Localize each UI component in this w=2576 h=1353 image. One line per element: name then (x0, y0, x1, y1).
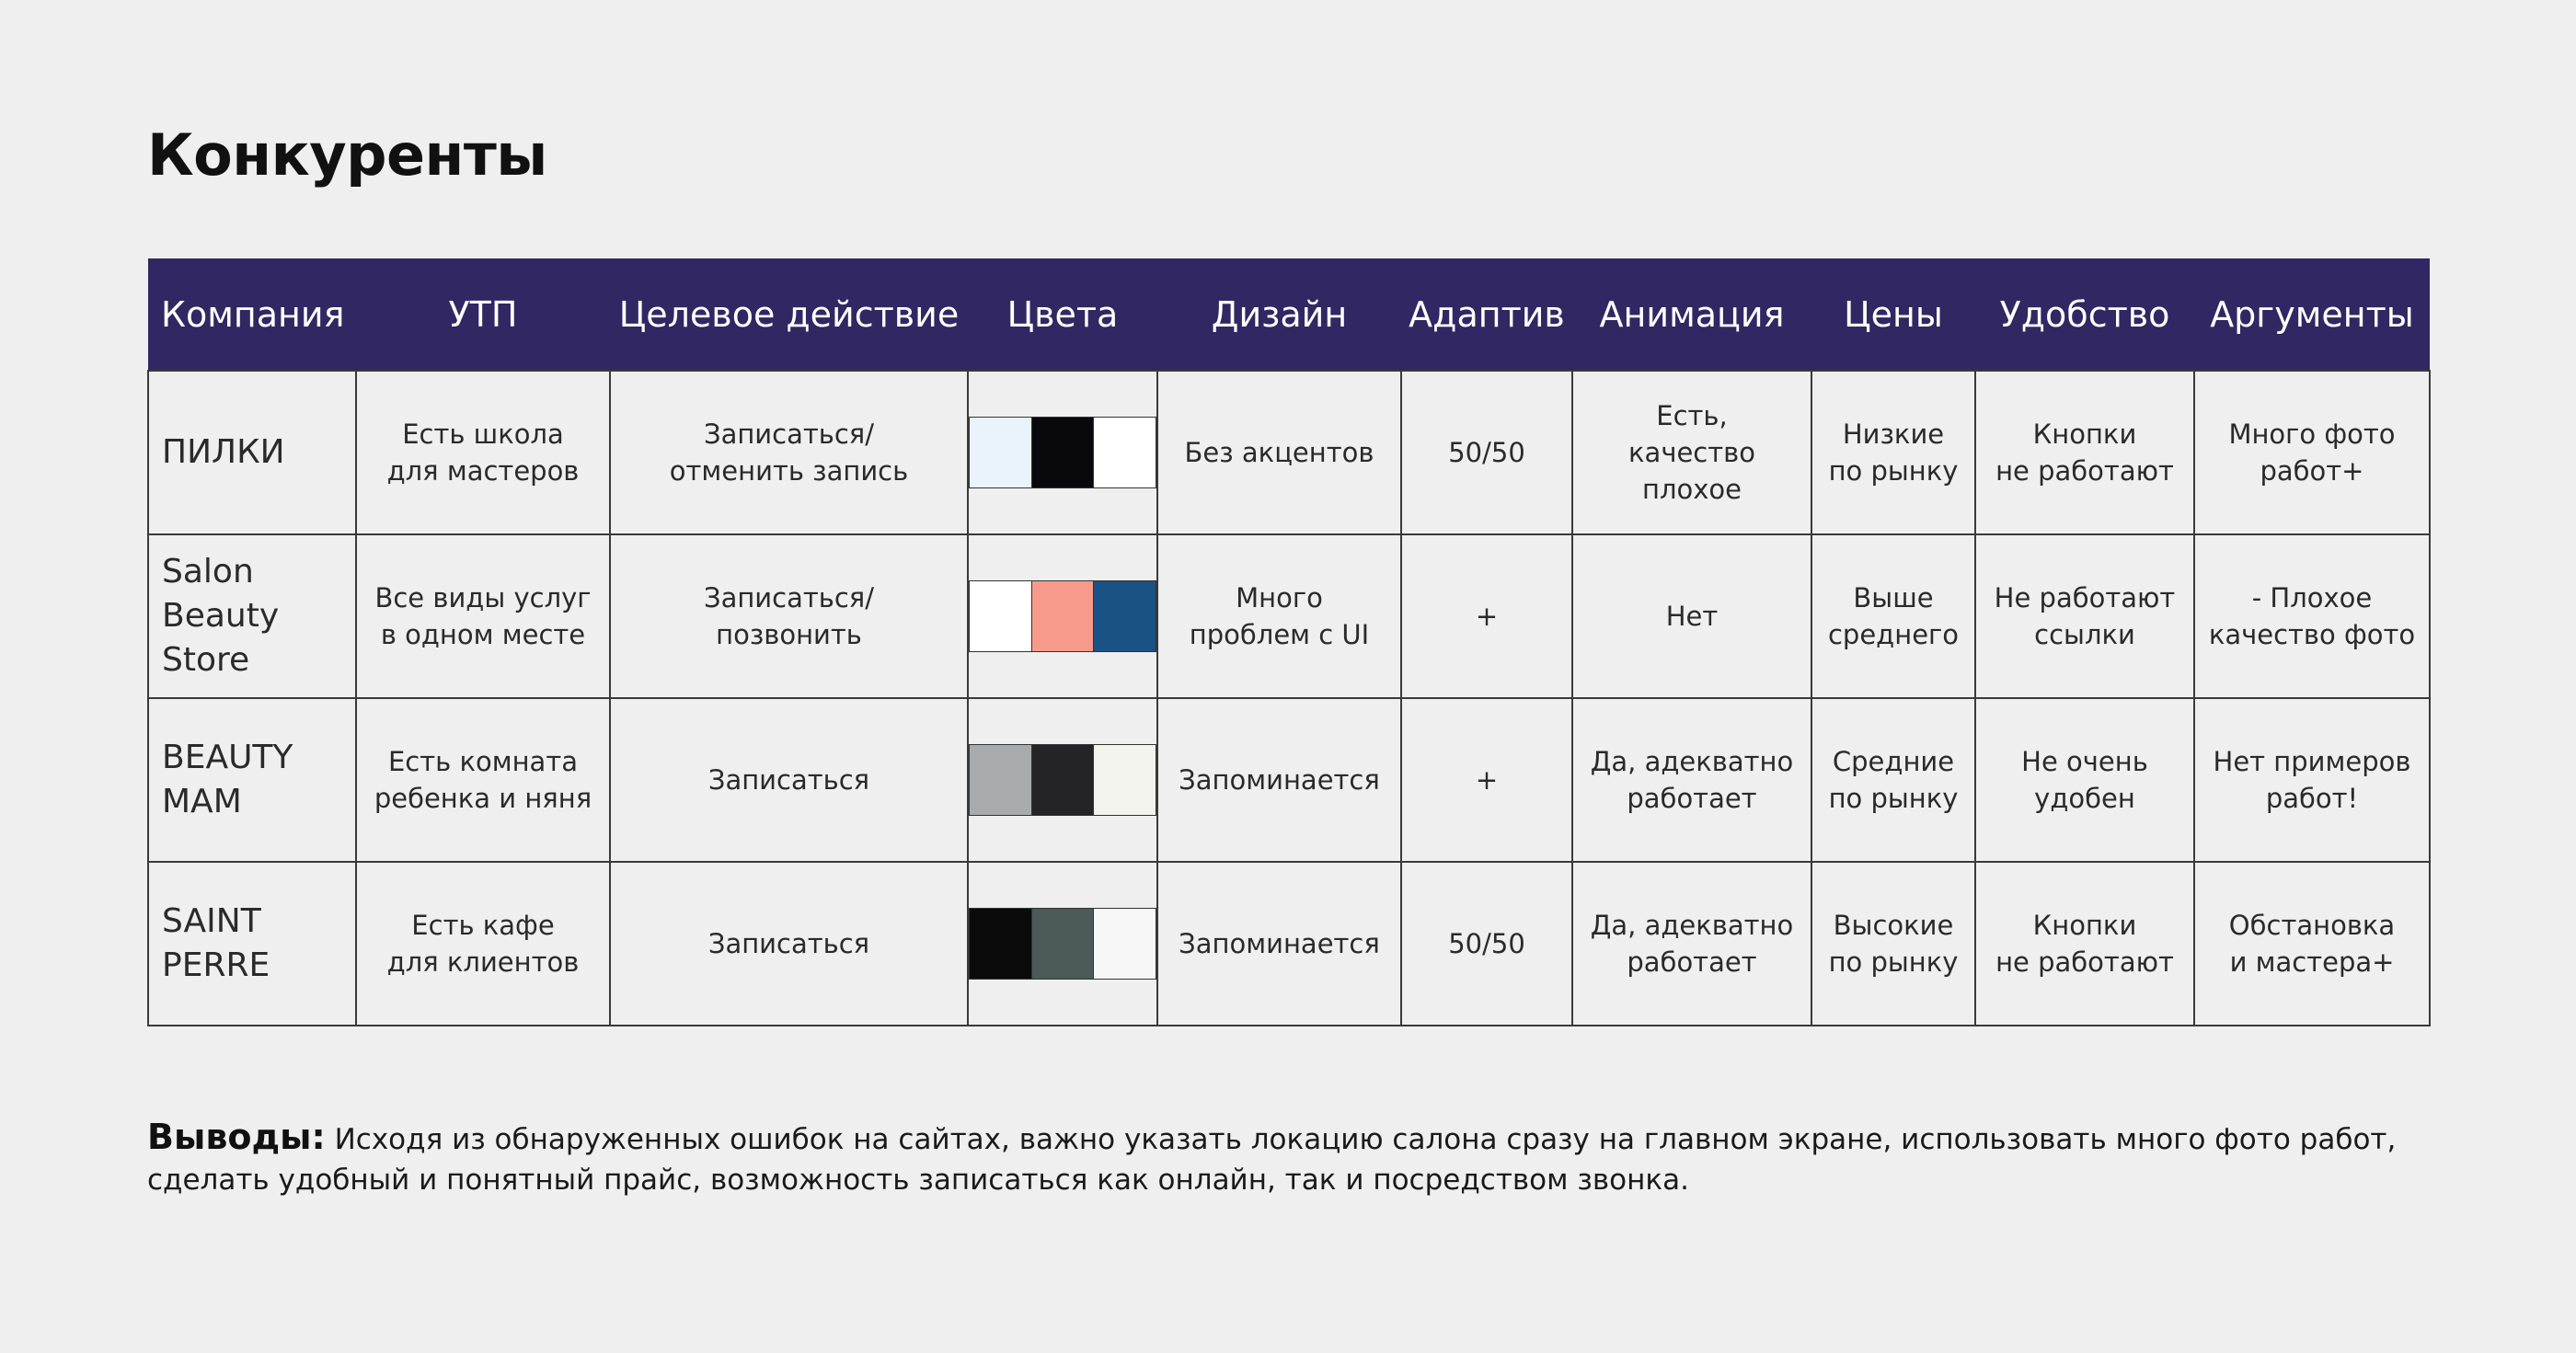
header-company: Компания (148, 258, 356, 371)
header-target-action: Целевое действие (610, 258, 968, 371)
arguments-text: Много фото работ+ (2228, 419, 2396, 487)
color-swatch (1032, 581, 1095, 651)
arguments-text: Обстановка и мастера+ (2228, 910, 2396, 978)
table-row (148, 534, 2430, 698)
company-cell (148, 371, 356, 534)
prices-text: Выше среднего (1827, 582, 1960, 650)
prices-cell (1811, 371, 1975, 534)
company-name: ПИЛКИ (162, 433, 285, 471)
table-row (148, 862, 2430, 1026)
design-cell (1157, 371, 1401, 534)
design-text: Запоминается (1179, 928, 1380, 959)
arguments-text: Нет примеров работ! (2213, 746, 2411, 814)
prices-cell (1811, 534, 1975, 698)
conclusion-label: Выводы: (147, 1117, 326, 1157)
header-animation: Анимация (1572, 258, 1811, 371)
color-palette (969, 908, 1156, 980)
color-swatch (1032, 418, 1095, 487)
action-cell (610, 534, 968, 698)
company-cell (148, 862, 356, 1026)
header-colors: Цвета (968, 258, 1157, 371)
usp-cell (356, 698, 610, 862)
color-swatch (970, 745, 1032, 815)
design-text: Много проблем с UI (1189, 582, 1370, 650)
color-swatch (1094, 418, 1156, 487)
action-cell (610, 698, 968, 862)
action-cell (610, 371, 968, 534)
action-cell (610, 862, 968, 1026)
action-text: Записаться/ отменить запись (669, 419, 909, 487)
page-title: Конкуренты (147, 121, 547, 189)
header-design: Дизайн (1157, 258, 1401, 371)
usp-text: Есть школа для мастеров (386, 419, 580, 487)
arguments-cell (2194, 698, 2430, 862)
header-usp: УТП (356, 258, 610, 371)
design-text: Запоминается (1179, 764, 1380, 796)
usp-cell (356, 534, 610, 698)
prices-text: Средние по рынку (1828, 746, 1959, 814)
arguments-cell (2194, 534, 2430, 698)
usability-cell (1975, 698, 2194, 862)
colors-cell (968, 698, 1157, 862)
animation-cell (1572, 862, 1811, 1026)
competitors-table (147, 258, 2431, 1026)
color-palette (969, 744, 1156, 816)
color-palette (969, 417, 1156, 488)
color-swatch (1094, 909, 1156, 979)
adaptive-text: 50/50 (1448, 928, 1525, 959)
prices-text: Низкие по рынку (1828, 419, 1959, 487)
animation-cell (1572, 698, 1811, 862)
design-cell (1157, 534, 1401, 698)
usability-text: Не очень удобен (2021, 746, 2148, 814)
colors-cell (968, 862, 1157, 1026)
arguments-cell (2194, 371, 2430, 534)
usability-cell (1975, 371, 2194, 534)
adaptive-text: + (1475, 764, 1499, 796)
animation-cell (1572, 371, 1811, 534)
action-text: Записаться/ позвонить (703, 582, 875, 650)
usability-cell (1975, 862, 2194, 1026)
action-text: Записаться (707, 764, 870, 796)
animation-text: Да, адекватно работает (1590, 910, 1794, 978)
adaptive-cell (1401, 862, 1572, 1026)
color-swatch (1032, 745, 1095, 815)
color-swatch (970, 909, 1032, 979)
usability-text: Кнопки не работают (1995, 910, 2174, 978)
color-swatch (1094, 581, 1156, 651)
conclusion-paragraph (147, 1117, 2429, 1200)
table-row (148, 698, 2430, 862)
header-usability: Удобство (1975, 258, 2194, 371)
usp-text: Есть комната ребенка и няня (374, 746, 592, 814)
animation-text: Да, адекватно работает (1590, 746, 1794, 814)
prices-text: Высокие по рынку (1828, 910, 1959, 978)
header-prices: Цены (1811, 258, 1975, 371)
company-name: SAINT PERRE (162, 902, 270, 984)
header-arguments: Аргументы (2194, 258, 2430, 371)
animation-text: Нет (1665, 601, 1719, 632)
adaptive-cell (1401, 371, 1572, 534)
design-text: Без акцентов (1184, 437, 1374, 468)
colors-cell (968, 534, 1157, 698)
usability-text: Не работают ссылки (1994, 582, 2176, 650)
usability-text: Кнопки не работают (1995, 419, 2174, 487)
adaptive-text: 50/50 (1448, 437, 1525, 468)
prices-cell (1811, 698, 1975, 862)
color-swatch (970, 418, 1032, 487)
color-swatch (1032, 909, 1095, 979)
design-cell (1157, 862, 1401, 1026)
animation-text: Есть, качество плохое (1628, 400, 1755, 505)
usp-text: Есть кафе для клиентов (386, 910, 580, 978)
conclusion-text: Исходя из обнаруженных ошибок на сайтах, важно указать локацию салона сразу на главном экране, использовать много фото работ, сделать удобный и понятный прайс, возможность записаться как онлайн, так и посредством звонка. (147, 1123, 2397, 1197)
usability-cell (1975, 534, 2194, 698)
arguments-text: - Плохое качество фото (2208, 582, 2416, 650)
company-name: BEAUTY MAM (162, 739, 293, 820)
adaptive-cell (1401, 698, 1572, 862)
design-cell (1157, 698, 1401, 862)
arguments-cell (2194, 862, 2430, 1026)
company-cell (148, 698, 356, 862)
company-cell (148, 534, 356, 698)
usp-text: Все виды услуг в одном месте (374, 582, 592, 650)
animation-cell (1572, 534, 1811, 698)
prices-cell (1811, 862, 1975, 1026)
color-palette (969, 580, 1156, 652)
table-row (148, 371, 2430, 534)
action-text: Записаться (707, 928, 870, 959)
company-name: Salon Beauty Store (162, 553, 280, 679)
table-header-row (148, 258, 2430, 371)
color-swatch (1094, 745, 1156, 815)
header-adaptive: Адаптив (1401, 258, 1572, 371)
color-swatch (970, 581, 1032, 651)
usp-cell (356, 862, 610, 1026)
usp-cell (356, 371, 610, 534)
adaptive-cell (1401, 534, 1572, 698)
adaptive-text: + (1475, 601, 1499, 632)
colors-cell (968, 371, 1157, 534)
